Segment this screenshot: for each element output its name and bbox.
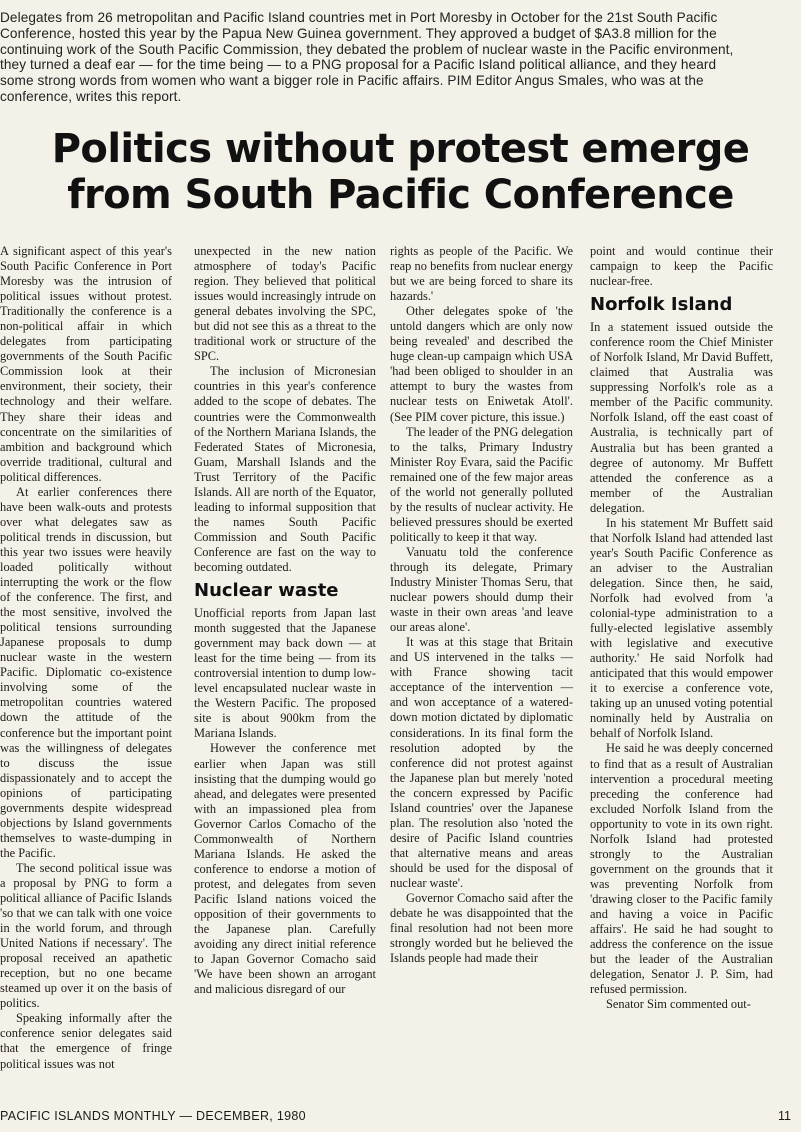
column-2 xyxy=(194,244,376,1059)
article-headline: Politics without protest emerge from South Pacific Conference xyxy=(51,126,750,218)
column-4 xyxy=(590,244,773,1059)
paragraph: In his statement Mr Buffett said that Norfolk Island had attended last year's South Pacific Conference as an adviser to the Australian delegation. Since then, he said, Norfolk had evolved from 'a colonial-type administration to a fully-elected legislative assembly with legislative and executive authority.' He said Norfolk had anticipated that this would empower it to exercise a conference vote, taking up an unused voting potential nominally held by Australia on behalf of Norfolk Island. xyxy=(590,515,773,741)
paragraph: Governor Comacho said after the debate he was disappointed that the final resolution had not been more strongly worded but he believed the Islands people had made their xyxy=(390,891,573,966)
paragraph: unexpected in the new nation atmosphere of today's Pacific region. They believed that political issues would increasingly intrude on general debates involving the SPC, but did not see this as a threat to the traditional work or structure of the SPC. xyxy=(194,244,376,364)
paragraph: Speaking informally after the conference senior delegates said that the emergence of fringe political issues was not xyxy=(0,1011,172,1071)
paragraph: The second political issue was a proposal by PNG to form a political alliance of Pacific Islands 'so that we can talk with one voice in the world forum, and through United Nations if necessary'. The proposal received an apathetic reception, but no one became steamed up over it on the basis of politics. xyxy=(0,860,172,1011)
paragraph: rights as people of the Pacific. We reap no benefits from nuclear energy but we are being forced to share its hazards.' xyxy=(390,244,573,304)
section-heading-nuclear-waste: Nuclear waste xyxy=(194,580,339,602)
running-footer: PACIFIC ISLANDS MONTHLY — DECEMBER, 1980 xyxy=(0,1109,306,1123)
section-heading-norfolk-island: Norfolk Island xyxy=(590,294,733,316)
paragraph: At earlier conferences there have been walk-outs and protests over what delegates saw as political trends in discussion, but this year two issues were heavily loaded politically without interrupting the work or the flow of the conference. The first, and the most sensitive, involved the political tensions surrounding Japanese proposals to dump nuclear waste in the western Pacific. Diplomatic co-existence involving some of the metropolitan countries watered down the attitude of the conference but the important point was the willingness of delegates to discuss the issue dispassionately and to accept the opinions of participating governments despite widespread objections by Island governments themselves to waste-dumping in the Pacific. xyxy=(0,484,172,860)
article-body xyxy=(0,244,801,1071)
paragraph: In a statement issued outside the conference room the Chief Minister of Norfolk Island, Mr David Buffett, claimed that Australia was suppressing Norfolk's role as a member of the Pacific community. Norfolk Island, off the east coast of Australia, is technically part of Australia but has been granted a degree of autonomy. Mr Buffett attended the conference as a member of the Australian delegation. xyxy=(590,320,773,515)
paragraph: However the conference met earlier when Japan was still insisting that the dumping would go ahead, and delegates were presented with an impassioned plea from Governor Carlos Comacho of the Commonwealth of Northern Mariana Islands. He asked the conference to endorse a motion of protest, and delegates from seven Pacific Island nations voiced the opposition of their governments to the Japanese plan. Carefully avoiding any direct initial reference to Japan Governor Comacho said 'We have been shown an arrogant and malicious disregard of our xyxy=(194,741,376,997)
paragraph: The inclusion of Micronesian countries in this year's conference added to the scope of debates. The countries were the Commonwealth of the Northern Mariana Islands, the Federated States of Micronesia, Guam, Marshall Islands and the Trust Territory of the Pacific Islands. All are north of the Equator, leading to informal supposition that the names South Pacific Commission and South Pacific Conference are fast on the way to becoming outdated. xyxy=(194,364,376,574)
paragraph: point and would continue their campaign to keep the Pacific nuclear-free. xyxy=(590,244,773,289)
paragraph: He said he was deeply concerned to find that as a result of Australian intervention a procedural meeting preceding the conference had excluded Norfolk Island from the opportunity to vote in its own right. Norfolk Island had protested strongly to the Australian government on the grounds that it was preventing Norfolk from 'drawing closer to the Pacific family and having a voice in Pacific affairs'. He said he had sought to address the conference on the issue but the leader of the Australian delegation, Senator J. P. Sim, had refused permission. xyxy=(590,741,773,997)
page-number: 11 xyxy=(778,1109,791,1123)
paragraph: Senator Sim commented out- xyxy=(606,997,751,1012)
intro-standfirst: Delegates from 26 metropolitan and Pacific Island countries met in Port Moresby in October for the 21st South Pacific Conference, hosted this year by the Papua New Guinea government. They approved a budget of $A3.8 million for the continuing work of the South Pacific Commission, they debated the problem of nuclear waste in the Pacific environment, they turned a deaf ear — for the time being — to a PNG proposal for a Pacific Island political alliance, and they heard some strong words from women who want a bigger role in Pacific affairs. PIM Editor Angus Smales, who was at the conference, writes this report. xyxy=(0,10,734,104)
paragraph: The leader of the PNG delegation to the talks, Primary Industry Minister Roy Evara, said the Pacific remained one of the few major areas of the world not generally polluted by the results of nuclear activity. He believed pressures should be exerted politically to keep it that way. xyxy=(390,424,573,544)
paragraph: A significant aspect of this year's South Pacific Conference in Port Moresby was the intrusion of political issues without protest. Traditionally the conference is a non-political affair in which delegates from participating governments of the South Pacific Commission look at their environment, their society, their technology and their welfare. They share their ideas and concentrate on the similarities of ambition and background which override traditional, cultural and political differences. xyxy=(0,244,172,484)
paragraph: Vanuatu told the conference through its delegate, Primary Industry Minister Thomas Seru, that nuclear powers should dump their waste in their own areas 'and leave our areas alone'. xyxy=(390,544,573,635)
column-3 xyxy=(390,244,573,1059)
paragraph: Unofficial reports from Japan last month suggested that the Japanese government may back down — at least for the time being — from its controversial intention to dump low-level encapsulated nuclear waste in the Western Pacific. The proposed site is about 900km from the Mariana Islands. xyxy=(194,606,376,741)
column-1 xyxy=(0,244,172,1071)
paragraph: Other delegates spoke of 'the untold dangers which are only now being revealed' and described the huge clean-up campaign which USA 'had been obliged to shoulder in an attempt to bury the wastes from nuclear tests on Eniwetak Atoll'. (See PIM cover picture, this issue.) xyxy=(390,304,573,424)
paragraph: It was at this stage that Britain and US intervened in the talks — with France showing tacit acceptance of the intervention — and won acceptance of a watered-down motion dictated by diplomatic considerations. In its final form the resolution adopted by the conference did not protest against the Japanese plan but merely 'noted the concern expressed by Pacific Island countries' over the Japanese plan. The resolution also 'noted the desire of Pacific Island countries that alternative means and areas should be used for the disposal of nuclear waste'. xyxy=(390,635,573,890)
